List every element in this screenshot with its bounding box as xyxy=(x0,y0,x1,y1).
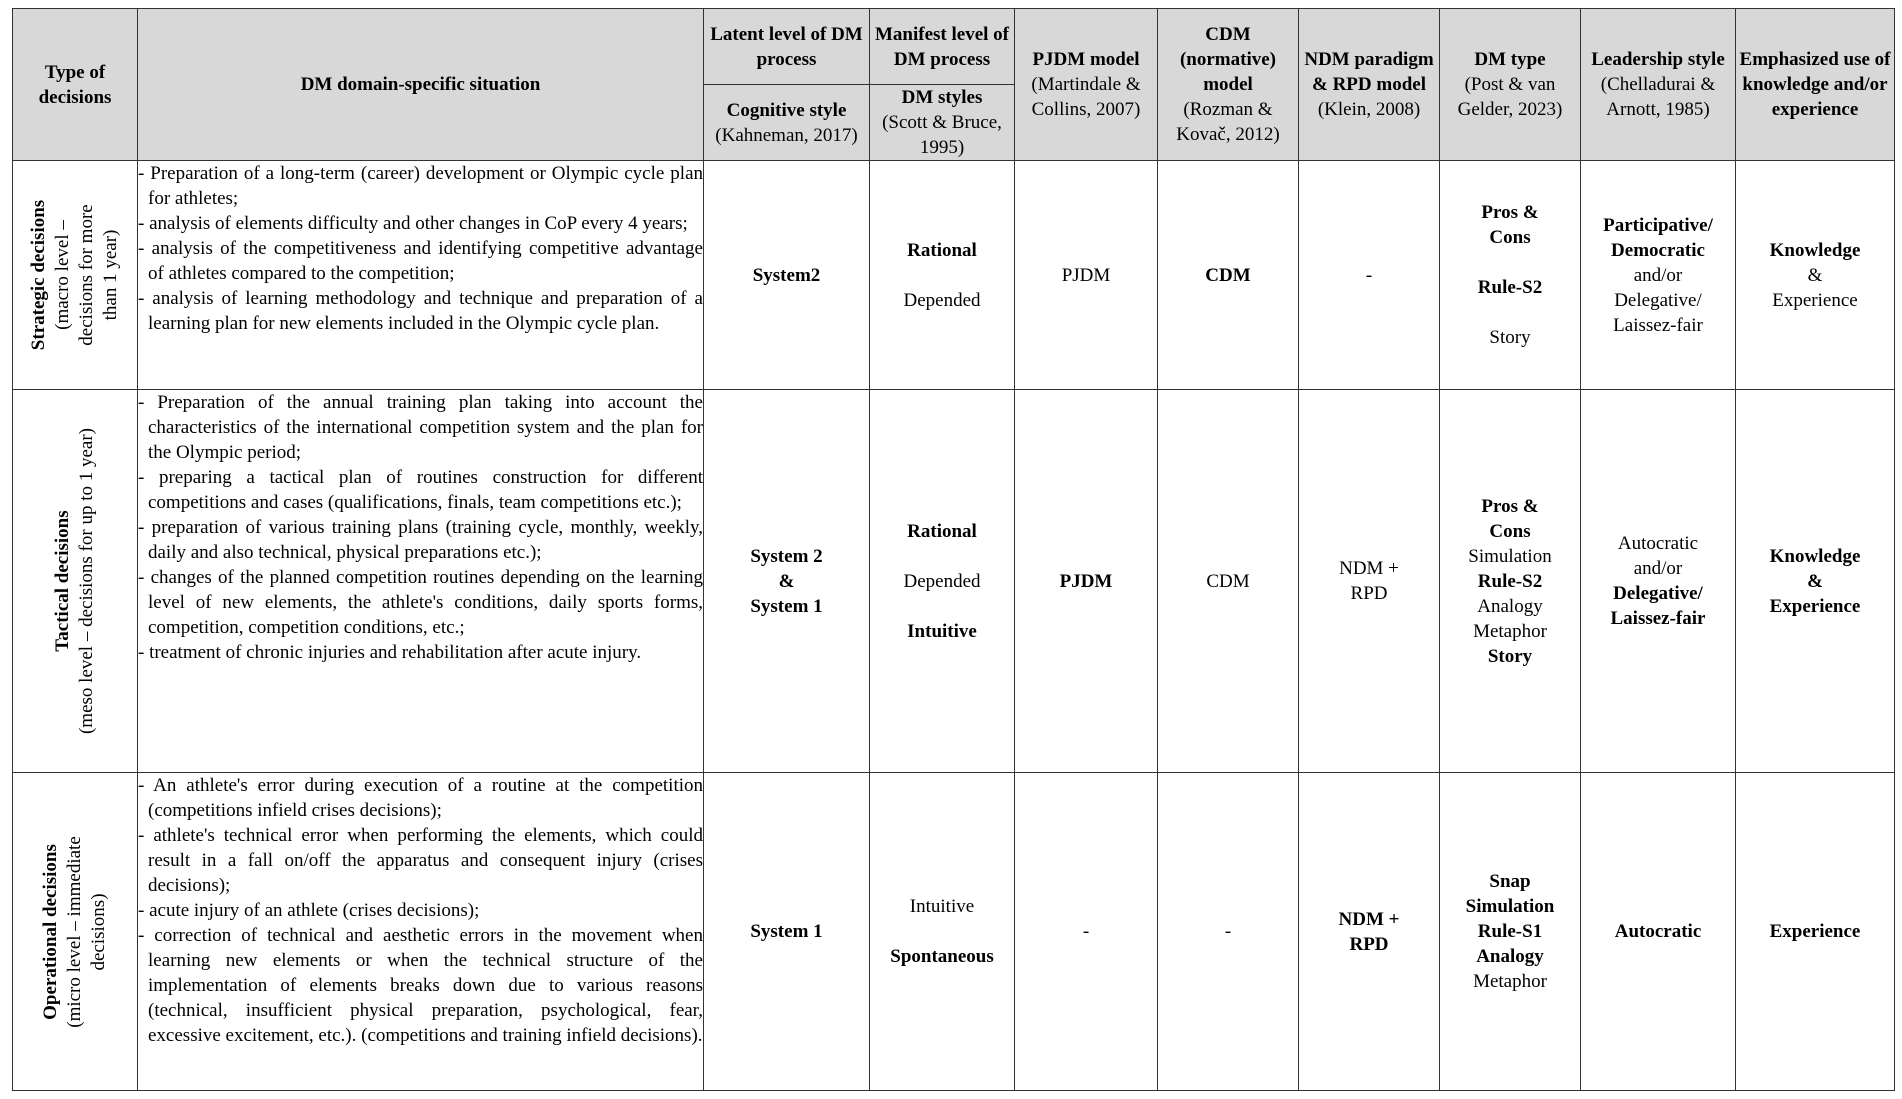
dm-type-cell-tactical: Pros & Cons Simulation Rule-S2 Analogy Metaphor Story xyxy=(1440,390,1581,773)
cdm-cell-strategic: CDM xyxy=(1158,161,1299,390)
header-dm-type: DM type (Post & van Gelder, 2023) xyxy=(1440,9,1581,161)
knowledge-cell-operational: Experience xyxy=(1736,773,1895,1091)
header-knowledge: Emphasized use of knowledge and/or experience xyxy=(1736,9,1895,161)
ndm-cell-operational: NDM + RPD xyxy=(1299,773,1440,1091)
pjdm-cell-operational: - xyxy=(1015,773,1158,1091)
header-row-1 xyxy=(13,9,1895,85)
header-type-of-decisions: Type of decisions xyxy=(13,9,138,161)
row-operational xyxy=(13,773,1895,1091)
situation-item: - treatment of chronic injuries and rehabilitation after acute injury. xyxy=(138,642,642,663)
header-latent-level: Latent level of DM process xyxy=(704,9,870,85)
header-manifest-level: Manifest level of DM process xyxy=(870,9,1015,85)
pjdm-cell-tactical: PJDM xyxy=(1015,390,1158,773)
leadership-cell-tactical: Autocratic and/or Delegative/ Laissez-fair xyxy=(1581,390,1736,773)
cognitive-cell-operational: System 1 xyxy=(704,773,870,1091)
cognitive-cell-strategic: System2 xyxy=(704,161,870,390)
ndm-cell-strategic: - xyxy=(1299,161,1440,390)
situation-item: - athlete's technical error when performing the elements, which could result in a fall on/off the apparatus and consequent injury (crises decisions); xyxy=(138,825,703,896)
row-tactical xyxy=(13,390,1895,773)
header-ndm: NDM paradigm & RPD model (Klein, 2008) xyxy=(1299,9,1440,161)
situation-item: - analysis of learning methodology and technique and preparation of a learning plan for new elements included in the Olympic cycle plan. xyxy=(138,288,703,334)
dm-style-cell-tactical: Rational Depended Intuitive xyxy=(870,390,1015,773)
header-pjdm: PJDM model (Martindale & Collins, 2007) xyxy=(1015,9,1158,161)
type-cell-operational: Operational decisions (micro level – immediate decisions) xyxy=(13,773,138,1091)
leadership-cell-strategic: Participative/ Democratic and/or Delegative/ Laissez-fair xyxy=(1581,161,1736,390)
leadership-cell-operational: Autocratic xyxy=(1581,773,1736,1091)
situation-item: - preparing a tactical plan of routines construction for different competitions and cases (qualifications, finals, team competitions etc.); xyxy=(138,467,703,513)
header-cognitive-style: Cognitive style (Kahneman, 2017) xyxy=(704,85,870,161)
dm-style-cell-operational: Intuitive Spontaneous xyxy=(870,773,1015,1091)
situation-cell-operational xyxy=(138,773,704,1091)
situation-item: - changes of the planned competition routines depending on the learning level of new elements, the athlete's conditions, daily sports forms, competition, competition conditions, etc.; xyxy=(138,567,703,638)
ndm-cell-tactical: NDM + RPD xyxy=(1299,390,1440,773)
header-situation: DM domain-specific situation xyxy=(138,9,704,161)
type-cell-tactical: Tactical decisions (meso level – decisions for up to 1 year) xyxy=(13,390,138,773)
situation-item: - analysis of the competitiveness and identifying competitive advantage of athletes compared to the competition; xyxy=(138,238,703,284)
row-strategic xyxy=(13,161,1895,390)
decision-table xyxy=(12,8,1895,1091)
knowledge-cell-strategic: Knowledge & Experience xyxy=(1736,161,1895,390)
dm-type-cell-strategic: Pros & Cons Rule-S2 Story xyxy=(1440,161,1581,390)
knowledge-cell-tactical: Knowledge & Experience xyxy=(1736,390,1895,773)
situation-cell-strategic xyxy=(138,161,704,390)
situation-item: - analysis of elements difficulty and other changes in CoP every 4 years; xyxy=(138,213,688,234)
situation-item: - Preparation of a long-term (career) development or Olympic cycle plan for athletes; xyxy=(138,163,703,209)
dm-style-cell-strategic: Rational Depended xyxy=(870,161,1015,390)
situation-item: - preparation of various training plans (training cycle, monthly, weekly, daily and also technical, physical preparations etc.); xyxy=(138,517,703,563)
situation-cell-tactical xyxy=(138,390,704,773)
cdm-cell-operational: - xyxy=(1158,773,1299,1091)
situation-item: - correction of technical and aesthetic errors in the movement when learning new elements or when the technical structure of the implementation of elements breaks down due to various reasons (technical, insufficient physical preparation, psychological, fear, excessive excitement, etc.). (competitions and training infield decisions). xyxy=(138,925,703,1046)
situation-item: - An athlete's error during execution of a routine at the competition (competitions infield crises decisions); xyxy=(138,775,703,821)
situation-item: - acute injury of an athlete (crises decisions); xyxy=(138,900,480,921)
type-cell-strategic: Strategic decisions (macro level – decisions for more than 1 year) xyxy=(13,161,138,390)
cdm-cell-tactical: CDM xyxy=(1158,390,1299,773)
header-cdm: CDM (normative) model (Rozman & Kovač, 2012) xyxy=(1158,9,1299,161)
cognitive-cell-tactical: System 2 & System 1 xyxy=(704,390,870,773)
header-leadership: Leadership style (Chelladurai & Arnott, 1985) xyxy=(1581,9,1736,161)
dm-type-cell-operational: Snap Simulation Rule-S1 Analogy Metaphor xyxy=(1440,773,1581,1091)
pjdm-cell-strategic: PJDM xyxy=(1015,161,1158,390)
header-dm-styles: DM styles (Scott & Bruce, 1995) xyxy=(870,85,1015,161)
situation-item: - Preparation of the annual training plan taking into account the characteristics of the international competition system and the plan for the Olympic period; xyxy=(138,392,703,463)
